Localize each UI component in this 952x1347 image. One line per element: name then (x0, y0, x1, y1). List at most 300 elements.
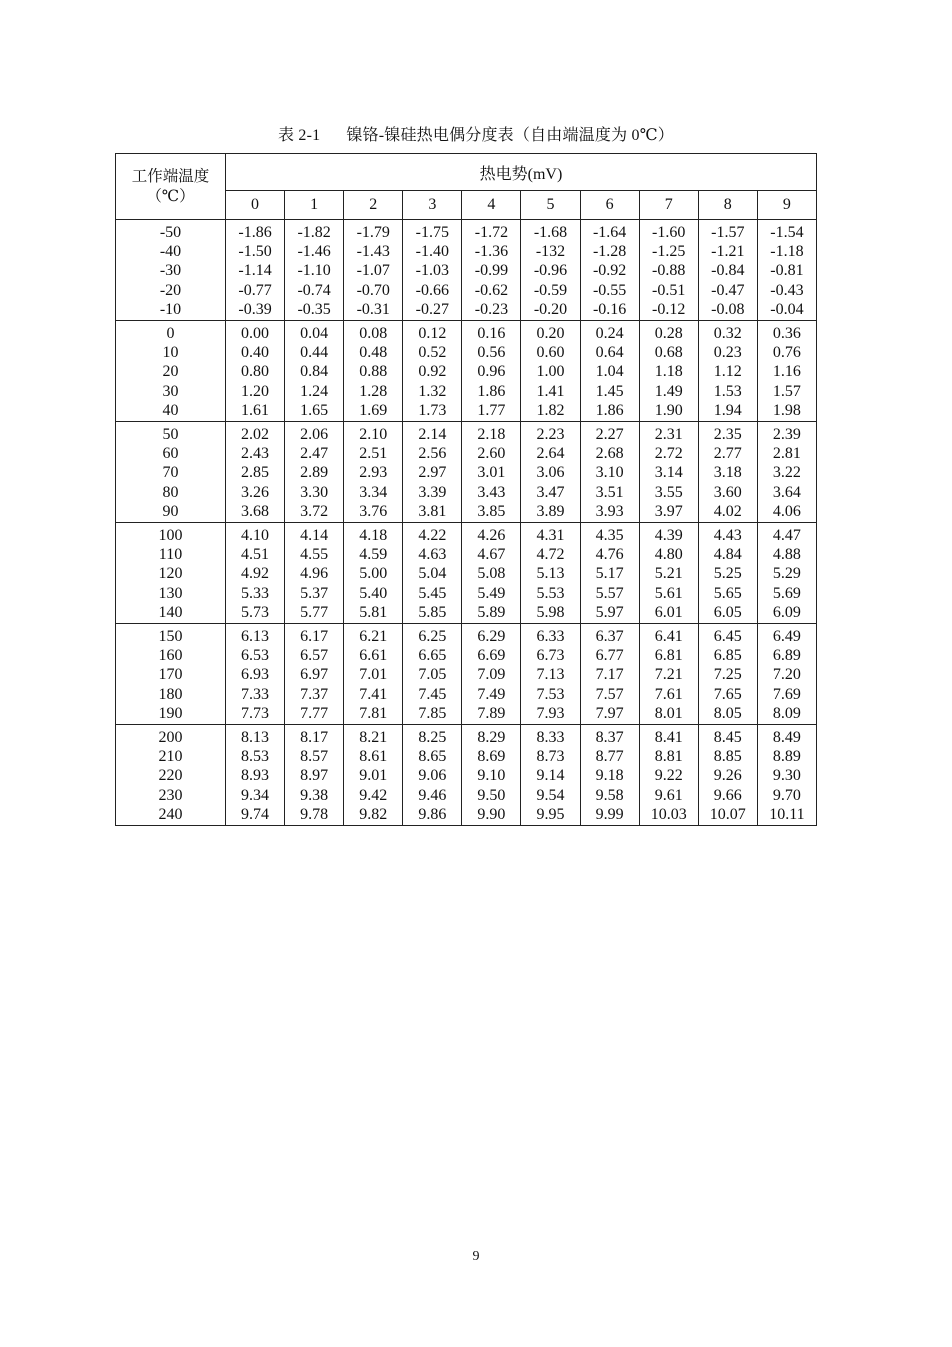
temperature-value: 10 (162, 344, 179, 362)
emf-value: 6.01 (654, 603, 683, 621)
emf-value: 4.14 (300, 527, 329, 545)
emf-value: 7.73 (241, 704, 270, 722)
emf-value: 4.02 (713, 502, 742, 520)
emf-value: 8.53 (241, 748, 270, 766)
emf-value: 5.40 (359, 584, 388, 602)
emf-cell (403, 321, 462, 422)
emf-value: 0.12 (418, 325, 447, 343)
emf-value: 3.22 (772, 464, 801, 482)
emf-value: 4.76 (595, 546, 624, 564)
emf-value: 6.05 (713, 603, 742, 621)
emf-value: 8.97 (300, 767, 329, 785)
emf-value: -1.79 (356, 224, 390, 241)
emf-value: 1.32 (418, 382, 447, 400)
emf-cell (226, 321, 285, 422)
emf-value: 4.26 (477, 527, 506, 545)
emf-value: -1.10 (297, 262, 331, 280)
emf-cell (580, 725, 639, 826)
emf-cell (403, 523, 462, 624)
emf-value: 9.34 (241, 786, 270, 804)
emf-value: 2.72 (654, 445, 683, 463)
emf-value: 3.43 (477, 483, 506, 501)
emf-value: 7.69 (772, 685, 801, 703)
emf-value: 7.77 (300, 704, 329, 722)
emf-value: -1.40 (415, 243, 449, 261)
emf-value: 7.25 (713, 666, 742, 684)
emf-value: -0.12 (652, 300, 686, 318)
emf-value: 3.81 (418, 502, 447, 520)
emf-value: 7.81 (359, 704, 388, 722)
emf-value: 8.81 (654, 748, 683, 766)
emf-value: 1.18 (654, 363, 683, 381)
digit-header: 8 (698, 191, 757, 220)
emf-value: 5.85 (418, 603, 447, 621)
emf-value: 1.00 (536, 363, 565, 381)
temperature-cell (116, 422, 226, 523)
emf-value: 4.59 (359, 546, 388, 564)
emf-value: 7.13 (536, 666, 565, 684)
table-row-group (116, 523, 817, 624)
emf-value: 2.85 (241, 464, 270, 482)
table-row-group (116, 725, 817, 826)
emf-value: 1.04 (595, 363, 624, 381)
emf-cell (757, 422, 816, 523)
emf-value: 4.80 (654, 546, 683, 564)
emf-value: 1.86 (595, 401, 624, 419)
emf-cell (521, 624, 580, 725)
emf-value: 6.17 (300, 628, 329, 646)
emf-value: 7.17 (595, 666, 624, 684)
emf-value: 3.01 (477, 464, 506, 482)
emf-value: 3.30 (300, 483, 329, 501)
emf-cell (462, 624, 521, 725)
emf-value: 8.21 (359, 729, 388, 747)
emf-value: 0.23 (713, 344, 742, 362)
emf-value: -0.08 (711, 300, 745, 318)
emf-value: -0.20 (533, 300, 568, 318)
emf-value: -1.21 (711, 243, 745, 261)
emf-value: 1.16 (772, 363, 801, 381)
emf-value: 5.98 (536, 603, 565, 621)
emf-value: -1.82 (297, 224, 331, 241)
emf-cell (462, 321, 521, 422)
emf-value: 1.82 (536, 401, 565, 419)
temperature-cell (116, 321, 226, 422)
emf-value: 2.43 (241, 445, 270, 463)
emf-value: 0.56 (477, 344, 506, 362)
temperature-cell (116, 725, 226, 826)
emf-value: 6.53 (241, 647, 270, 665)
emf-value: -1.14 (238, 262, 272, 280)
emf-value: 6.37 (595, 628, 624, 646)
emf-cell (285, 523, 344, 624)
emf-value: 2.68 (595, 445, 624, 463)
emf-value: 3.39 (418, 483, 447, 501)
temperature-header-line2: （℃） (146, 187, 195, 205)
emf-value: 8.41 (654, 729, 683, 747)
emf-value: 6.93 (241, 666, 270, 684)
emf-value: 2.27 (595, 426, 624, 444)
emf-value: 5.73 (241, 603, 270, 621)
emf-value: 6.97 (300, 666, 329, 684)
emf-cell (226, 422, 285, 523)
emf-value: -0.74 (297, 281, 331, 299)
emf-value: 9.95 (536, 805, 565, 823)
emf-value: 4.51 (241, 546, 270, 564)
digit-header: 5 (521, 191, 580, 220)
emf-cell (344, 422, 403, 523)
emf-cell (462, 220, 521, 321)
emf-value: 5.77 (300, 603, 329, 621)
emf-value: 8.61 (359, 748, 388, 766)
emf-value: 9.61 (654, 786, 683, 804)
emf-value: 7.20 (772, 666, 801, 684)
thermocouple-table (115, 153, 817, 826)
table-row-group (116, 220, 817, 321)
emf-cell (285, 725, 344, 826)
emf-value: 5.49 (477, 584, 506, 602)
emf-value: 3.47 (536, 483, 565, 501)
emf-value: 2.97 (418, 464, 447, 482)
emf-cell (698, 624, 757, 725)
emf-value: 4.47 (772, 527, 801, 545)
emf-value: 2.51 (359, 445, 388, 463)
emf-value: 7.89 (477, 704, 506, 722)
emf-value: 9.22 (654, 767, 683, 785)
emf-value: 8.85 (713, 748, 742, 766)
emf-value: 9.66 (713, 786, 742, 804)
emf-value: -0.62 (474, 281, 509, 299)
emf-value: 3.10 (595, 464, 624, 482)
emf-value: 7.37 (300, 685, 329, 703)
temperature-value: 90 (162, 502, 179, 520)
emf-cell (226, 725, 285, 826)
digit-header: 0 (226, 191, 285, 220)
emf-value: 3.55 (654, 483, 683, 501)
emf-value: 2.89 (300, 464, 329, 482)
emf-value: 1.12 (713, 363, 742, 381)
emf-value: 5.25 (713, 565, 742, 583)
emf-value: 3.06 (536, 464, 565, 482)
emf-value: 4.43 (713, 527, 742, 545)
temperature-value: 180 (158, 685, 183, 703)
emf-value: 7.45 (418, 685, 447, 703)
emf-value: 0.80 (241, 363, 270, 381)
emf-value: -132 (535, 243, 566, 261)
emf-cell (285, 321, 344, 422)
emf-value: 2.93 (359, 464, 388, 482)
temperature-value: 100 (158, 527, 183, 545)
emf-value: 0.08 (359, 325, 388, 343)
emf-value: 8.37 (595, 729, 624, 747)
emf-value: 9.50 (477, 786, 506, 804)
emf-value: 0.76 (772, 344, 801, 362)
emf-value: 7.65 (713, 685, 742, 703)
emf-value: 7.85 (418, 704, 447, 722)
temperature-value: 40 (162, 401, 179, 419)
emf-value: 0.40 (241, 344, 270, 362)
emf-cell (757, 725, 816, 826)
temperature-value: 190 (158, 704, 183, 722)
emf-cell (521, 523, 580, 624)
emf-value: 5.89 (477, 603, 506, 621)
emf-value: -0.99 (474, 262, 509, 280)
emf-value: 0.92 (418, 363, 447, 381)
table-row-group (116, 321, 817, 422)
emf-value: 0.32 (713, 325, 742, 343)
emf-value: -1.18 (770, 243, 804, 261)
emf-value: 8.05 (713, 704, 742, 722)
temperature-value: -30 (159, 262, 182, 280)
emf-value: -0.59 (533, 281, 568, 299)
temperature-value: 70 (162, 464, 179, 482)
emf-value: 0.84 (300, 363, 329, 381)
emf-value: -1.03 (415, 262, 449, 280)
emf-value: -0.51 (652, 281, 686, 299)
emf-value: 5.33 (241, 584, 270, 602)
emf-value: 6.89 (772, 647, 801, 665)
emf-cell (521, 422, 580, 523)
emf-value: -1.60 (652, 224, 686, 241)
emf-value: 0.20 (536, 325, 565, 343)
temperature-value: 210 (158, 748, 183, 766)
emf-cell (226, 624, 285, 725)
emf-cell (521, 725, 580, 826)
emf-value: 5.08 (477, 565, 506, 583)
emf-value: 9.74 (241, 805, 270, 823)
temperature-header (116, 154, 226, 220)
emf-cell (521, 220, 580, 321)
emf-cell (639, 321, 698, 422)
emf-value: 0.36 (772, 325, 801, 343)
emf-value: 6.69 (477, 647, 506, 665)
emf-value: 0.52 (418, 344, 447, 362)
temperature-value: 130 (158, 584, 183, 602)
emf-value: 8.09 (772, 704, 801, 722)
emf-value: 8.13 (241, 729, 270, 747)
emf-value: 2.56 (418, 445, 447, 463)
temperature-value: -20 (159, 281, 182, 299)
emf-value: -1.57 (711, 224, 745, 241)
emf-value: 7.57 (595, 685, 624, 703)
emf-value: -0.96 (533, 262, 568, 280)
emf-value: 1.45 (595, 382, 624, 400)
emf-value: 2.18 (477, 426, 506, 444)
emf-header: 热电势(mV) (226, 154, 817, 191)
emf-value: 6.49 (772, 628, 801, 646)
emf-value: 8.33 (536, 729, 565, 747)
emf-value: 5.69 (772, 584, 801, 602)
emf-value: -0.81 (770, 262, 804, 280)
emf-value: 5.29 (772, 565, 801, 583)
emf-value: 1.57 (772, 382, 801, 400)
emf-value: 6.09 (772, 603, 801, 621)
emf-value: 0.24 (595, 325, 624, 343)
emf-value: 8.73 (536, 748, 565, 766)
emf-cell (639, 422, 698, 523)
emf-value: -0.04 (770, 300, 804, 318)
emf-value: 9.42 (359, 786, 388, 804)
temperature-cell (116, 220, 226, 321)
emf-value: 7.97 (595, 704, 624, 722)
emf-value: 8.29 (477, 729, 506, 747)
emf-value: 8.49 (772, 729, 801, 747)
temperature-value: -40 (159, 243, 182, 261)
emf-value: 4.67 (477, 546, 506, 564)
digit-header: 7 (639, 191, 698, 220)
emf-value: 5.97 (595, 603, 624, 621)
emf-cell (757, 624, 816, 725)
table-row-group (116, 624, 817, 725)
temperature-value: 220 (158, 767, 183, 785)
emf-value: 4.96 (300, 565, 329, 583)
table-body (116, 220, 817, 826)
temperature-value: 240 (158, 805, 183, 823)
emf-value: -1.28 (592, 243, 627, 261)
emf-value: 2.39 (772, 426, 801, 444)
emf-cell (403, 624, 462, 725)
emf-value: 5.61 (654, 584, 683, 602)
table-row-group (116, 422, 817, 523)
emf-value: 1.73 (418, 401, 447, 419)
emf-value: 4.22 (418, 527, 447, 545)
emf-value: 0.44 (300, 344, 329, 362)
emf-cell (344, 725, 403, 826)
table-title: 镍铬-镍硅热电偶分度表（自由端温度为 0℃） (346, 127, 674, 144)
emf-value: 1.90 (654, 401, 683, 419)
emf-value: -0.47 (711, 281, 745, 299)
emf-value: 10.03 (650, 805, 687, 823)
emf-value: 9.70 (772, 786, 801, 804)
emf-value: 10.07 (709, 805, 746, 823)
emf-value: 2.60 (477, 445, 506, 463)
emf-value: 0.04 (300, 325, 329, 343)
emf-value: 3.18 (713, 464, 742, 482)
emf-value: 4.10 (241, 527, 270, 545)
emf-value: 5.17 (595, 565, 624, 583)
emf-value: 1.49 (654, 382, 683, 400)
emf-value: 9.58 (595, 786, 624, 804)
emf-value: 3.89 (536, 502, 565, 520)
emf-cell (403, 725, 462, 826)
temperature-value: 0 (166, 325, 175, 343)
temperature-value: 50 (162, 426, 179, 444)
emf-value: 1.53 (713, 382, 742, 400)
emf-value: 3.68 (241, 502, 270, 520)
emf-value: 4.39 (654, 527, 683, 545)
emf-value: 8.45 (713, 729, 742, 747)
emf-value: 3.60 (713, 483, 742, 501)
emf-value: 1.41 (536, 382, 565, 400)
temperature-value: 150 (158, 628, 183, 646)
emf-value: 1.28 (359, 382, 388, 400)
emf-value: 3.72 (300, 502, 329, 520)
emf-value: 6.25 (418, 628, 447, 646)
temperature-value: -50 (159, 224, 182, 241)
emf-cell (698, 321, 757, 422)
emf-value: 8.77 (595, 748, 624, 766)
emf-value: 2.10 (359, 426, 388, 444)
emf-value: 0.28 (654, 325, 683, 343)
emf-value: 7.21 (654, 666, 683, 684)
emf-value: 8.57 (300, 748, 329, 766)
emf-cell (757, 321, 816, 422)
temperature-cell (116, 624, 226, 725)
emf-value: -0.16 (592, 300, 627, 318)
emf-value: 0.00 (241, 325, 270, 343)
emf-value: 8.17 (300, 729, 329, 747)
emf-value: 4.72 (536, 546, 565, 564)
emf-value: 1.94 (713, 401, 742, 419)
emf-cell (403, 422, 462, 523)
emf-value: -1.75 (415, 224, 449, 241)
temperature-value: -10 (159, 300, 182, 318)
emf-value: -1.72 (474, 224, 509, 241)
emf-cell (344, 523, 403, 624)
emf-value: -1.68 (533, 224, 568, 241)
emf-value: 6.85 (713, 647, 742, 665)
emf-value: 5.57 (595, 584, 624, 602)
emf-value: 1.20 (241, 382, 270, 400)
emf-cell (344, 220, 403, 321)
emf-value: -1.36 (474, 243, 509, 261)
emf-value: 8.93 (241, 767, 270, 785)
emf-cell (698, 523, 757, 624)
emf-value: 4.06 (772, 502, 801, 520)
emf-value: 2.81 (772, 445, 801, 463)
emf-value: 3.64 (772, 483, 801, 501)
emf-value: -1.50 (238, 243, 272, 261)
temperature-value: 170 (158, 666, 183, 684)
emf-value: 0.96 (477, 363, 506, 381)
emf-cell (580, 321, 639, 422)
emf-value: 6.13 (241, 628, 270, 646)
temperature-header-line1: 工作端温度 (131, 167, 210, 185)
emf-value: 3.85 (477, 502, 506, 520)
emf-value: 1.98 (772, 401, 801, 419)
digit-header: 6 (580, 191, 639, 220)
emf-value: 6.21 (359, 628, 388, 646)
emf-value: 5.13 (536, 565, 565, 583)
emf-value: 6.61 (359, 647, 388, 665)
emf-value: 2.47 (300, 445, 329, 463)
table-caption (0, 122, 952, 145)
emf-cell (639, 220, 698, 321)
emf-value: 9.38 (300, 786, 329, 804)
emf-value: -0.23 (474, 300, 509, 318)
emf-value: 9.26 (713, 767, 742, 785)
emf-cell (462, 725, 521, 826)
emf-cell (580, 422, 639, 523)
emf-value: 8.89 (772, 748, 801, 766)
emf-value: 1.77 (477, 401, 506, 419)
emf-value: 9.06 (418, 767, 447, 785)
emf-value: 6.57 (300, 647, 329, 665)
emf-cell (285, 624, 344, 725)
emf-value: -1.07 (356, 262, 390, 280)
temperature-value: 80 (162, 483, 179, 501)
emf-value: 9.46 (418, 786, 447, 804)
emf-value: 6.77 (595, 647, 624, 665)
digit-header: 2 (344, 191, 403, 220)
emf-value: 4.18 (359, 527, 388, 545)
emf-value: 2.02 (241, 426, 270, 444)
emf-value: 3.26 (241, 483, 270, 501)
emf-value: -1.64 (592, 224, 627, 241)
emf-value: -0.70 (356, 281, 390, 299)
emf-value: 3.76 (359, 502, 388, 520)
emf-cell (580, 220, 639, 321)
